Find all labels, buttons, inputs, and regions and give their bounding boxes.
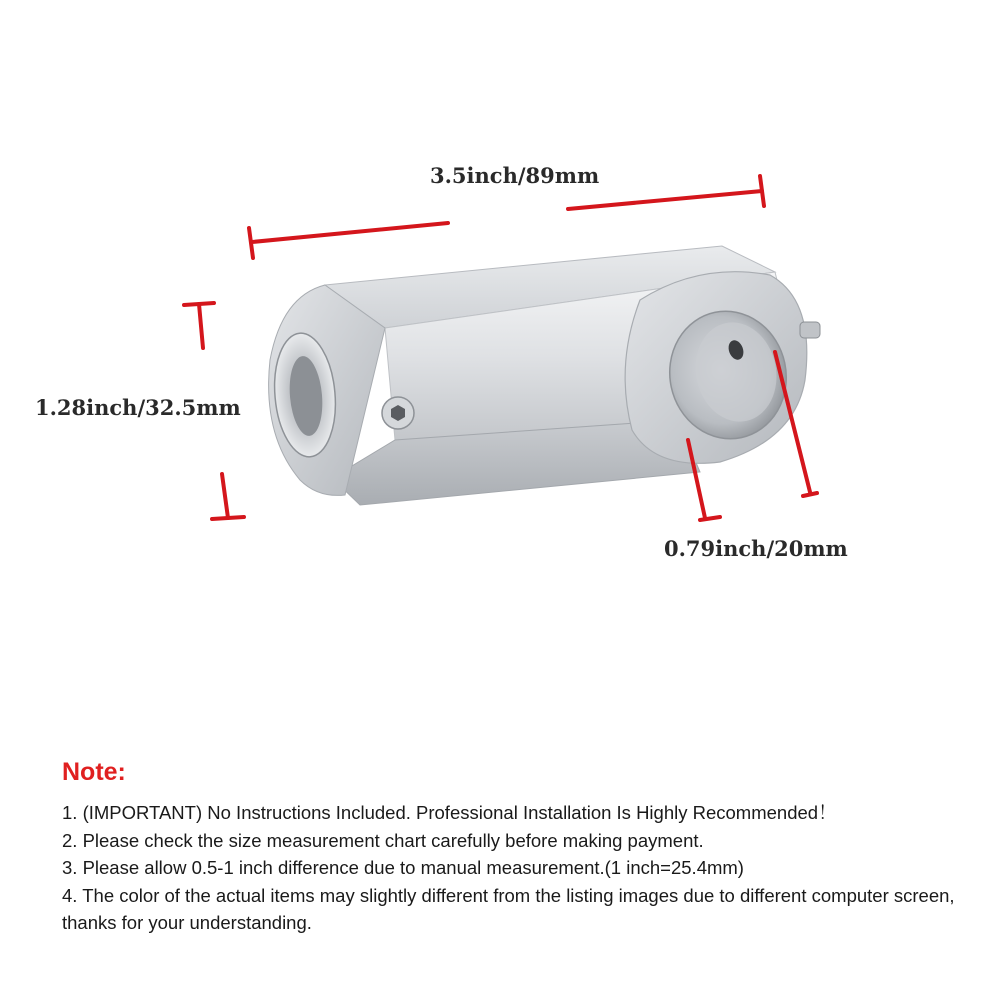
note-section	[62, 758, 972, 937]
note-line-1: 1. (IMPORTANT) No Instructions Included. Professional Installation Is Highly Recommended！	[62, 802, 837, 823]
height-line-top	[199, 304, 203, 348]
hole-diameter-label: 0.79inch/20mm	[664, 536, 848, 561]
length-tick-left	[249, 228, 253, 258]
length-line-left	[252, 223, 448, 242]
height-line-bottom	[222, 474, 228, 518]
note-title: Note:	[62, 758, 126, 786]
length-tick-right	[760, 176, 764, 206]
note-line-2: 2. Please check the size measurement chart carefully before making payment.	[62, 829, 704, 851]
length-label: 3.5inch/89mm	[430, 163, 600, 188]
note-line-3: 3. Please allow 0.5-1 inch difference due to manual measurement.(1 inch=25.4mm)	[62, 857, 744, 878]
length-line-right	[568, 191, 762, 209]
height-label: 1.28inch/32.5mm	[35, 395, 241, 420]
adapter-body	[269, 246, 820, 505]
note-line-4: 4. The color of the actual items may slightly different from the listing images due to different computer screen, thanks for your understanding.	[62, 884, 955, 933]
grease-nipple	[800, 322, 820, 338]
height-tick-bottom	[212, 517, 244, 519]
diameter-tick-right	[803, 493, 817, 496]
